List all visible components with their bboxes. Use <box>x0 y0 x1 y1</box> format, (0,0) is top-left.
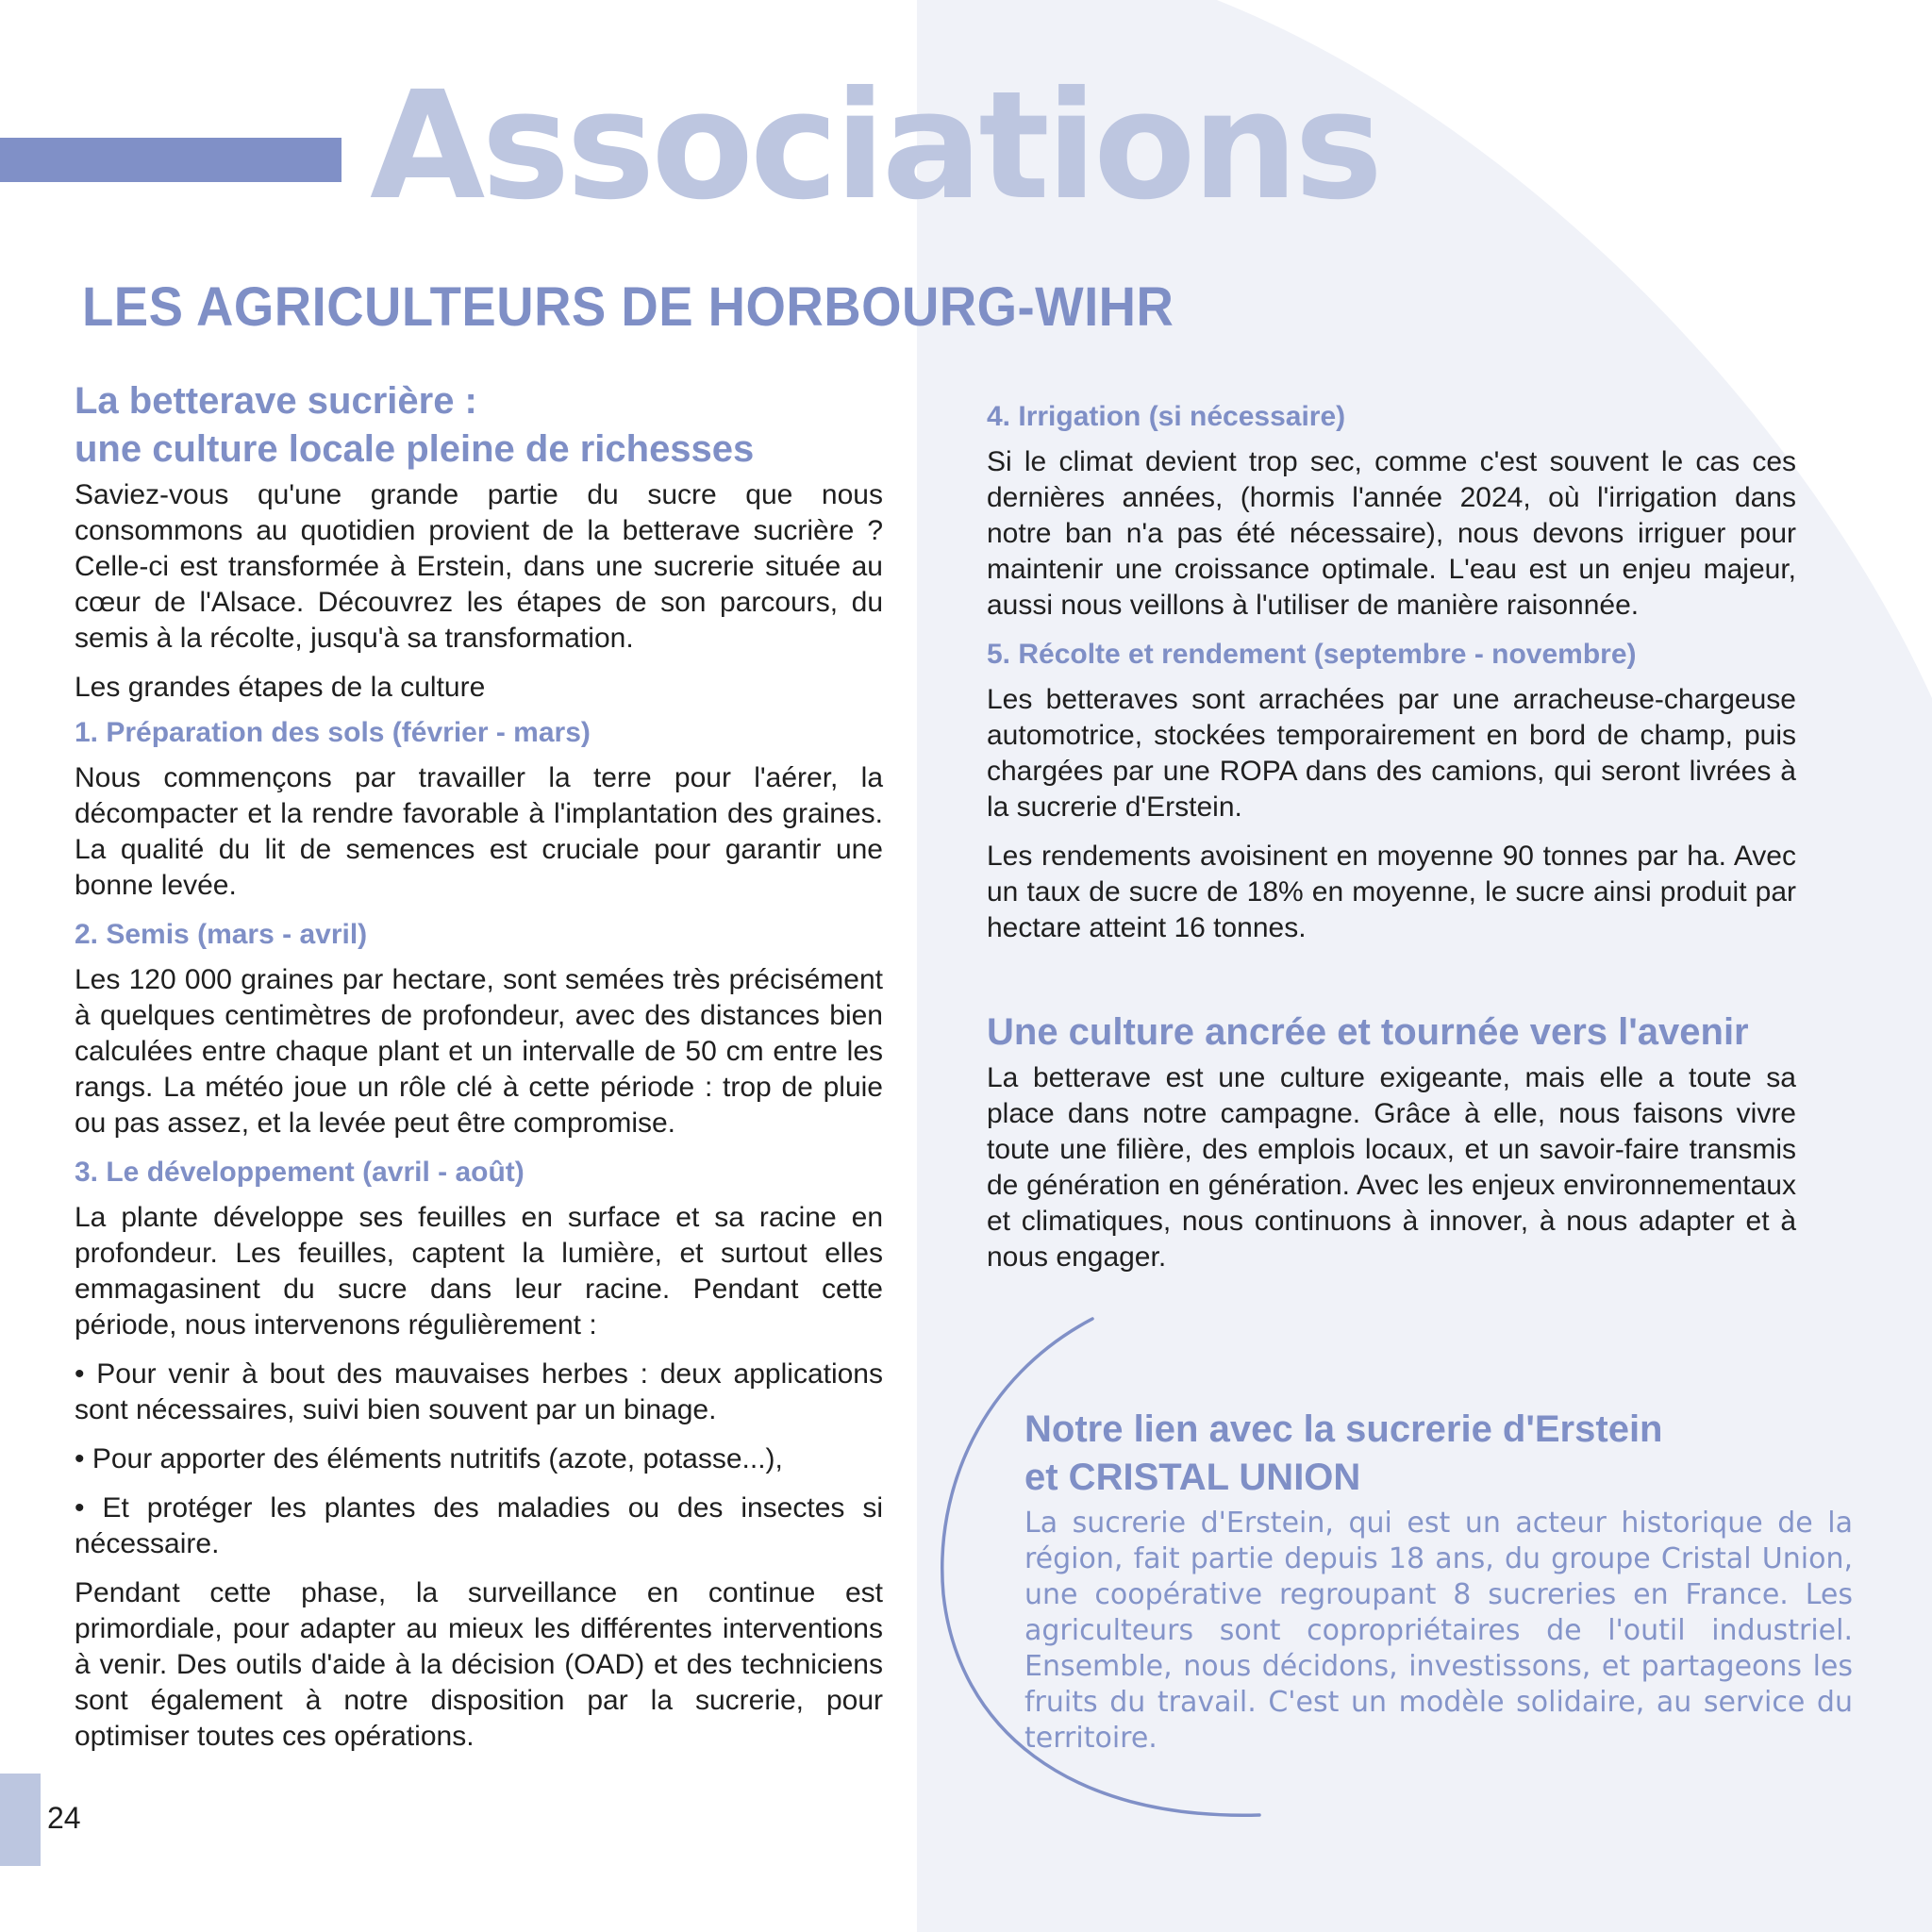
callout-heading <box>1024 1406 1853 1502</box>
step1-text: Nous commençons par travailler la terre pour l'aérer, la décompacter et la rendre favorable à l'implantation des graines. La qualité du lit de semences est cruciale pour garantir une bonne levée. <box>75 762 883 901</box>
step3-bullet-nutrients: • Pour apporter des éléments nutritifs (azote, potasse...), <box>75 1443 783 1474</box>
callout-heading-line2: et CRISTAL UNION <box>1024 1457 1361 1498</box>
steps-intro: Les grandes étapes de la culture <box>75 672 486 703</box>
step3-bullet-weeds: • Pour venir à bout des mauvaises herbes : deux applications sont nécessaires, suivi bien souvent par un binage. <box>75 1358 883 1425</box>
main-heading-line2: une culture locale pleine de richesses <box>75 428 755 470</box>
step1-title: 1. Préparation des sols (février - mars) <box>75 717 591 748</box>
step4-title: 4. Irrigation (si nécessaire) <box>987 401 1346 432</box>
page-title: Associations <box>370 59 1380 233</box>
step3-text: La plante développe ses feuilles en surface et sa racine en profondeur. Les feuilles, captent la lumière, et surtout elles emmagasinent du sucre dans leur racine. Pendant cette période, nous intervenons régulièrement : <box>75 1202 883 1341</box>
step5-yield-text: Les rendements avoisinent en moyenne 90 tonnes par ha. Avec un taux de sucre de 18% en moyenne, le sucre ainsi produit par hectare atteint 16 tonnes. <box>987 841 1796 943</box>
cristal-union-callout <box>1024 1406 1853 1770</box>
callout-text: La sucrerie d'Erstein, qui est un acteur historique de la région, fait partie depuis 18 ans, du groupe Cristal Union, une coopérative regroupant 8 sucreries en France. Les agriculteurs sont copropriétaires de l'outil industriel. Ensemble, nous décidons, investissons, et partageons les fruits du travail. C'est un modèle solidaire, au service du territoire. <box>1024 1507 1853 1755</box>
step3-closing: Pendant cette phase, la surveillance en continue est primordiale, pour adapter au mieux les différentes interventions à venir. Des outils d'aide à la décision (OAD) et des techniciens sont également à notre disposition par la sucrerie, pour optimiser toutes ces opérations. <box>75 1577 883 1752</box>
step3-title: 3. Le développement (avril - août) <box>75 1157 525 1188</box>
future-text: La betterave est une culture exigeante, mais elle a toute sa place dans notre campagne. Grâce à elle, nous faisons vivre toute une filière, des emplois locaux, et un savoir-faire transmis de génération en génération. Avec les enjeux environnementaux et climatiques, nous continuons à innover, à nous adapter et à nous engager. <box>987 1062 1796 1273</box>
step4-text: Si le climat devient trop sec, comme c'est souvent le cas ces dernières années, (hormis l'année 2024, où l'irrigation dans notre ban n'a pas été nécessaire), nous devons irriguer pour maintenir une croissance optimale. L'eau est un enjeu majeur, aussi nous veillons à l'utiliser de manière raisonnée. <box>987 446 1796 621</box>
section-subtitle: LES AGRICULTEURS DE HORBOURG-WIHR <box>82 276 1174 338</box>
page-tab-marker <box>0 1774 41 1866</box>
step5-title: 5. Récolte et rendement (septembre - novembre) <box>987 639 1637 670</box>
callout-heading-line1: Notre lien avec la sucrerie d'Erstein <box>1024 1408 1663 1450</box>
future-heading: Une culture ancrée et tournée vers l'avenir <box>987 1011 1749 1053</box>
step2-text: Les 120 000 graines par hectare, sont semées très précisément à quelques centimètres de profondeur, avec des distances bien calculées entre chaque plant et un intervalle de 50 cm entre les rangs. La météo joue un rôle clé à cette période : trop de pluie ou pas assez, et la levée peut être compromise. <box>75 964 883 1139</box>
intro-paragraph: Saviez-vous qu'une grande partie du sucre que nous consommons au quotidien provient de la betterave sucrière ? Celle-ci est transformée à Erstein, dans une sucrerie située au cœur de l'Alsace. Découvrez les étapes de son parcours, du semis à la récolte, jusqu'à sa transformation. <box>75 479 883 654</box>
page-number: 24 <box>47 1801 81 1835</box>
title-accent-bar <box>0 138 341 182</box>
main-heading-line1: La betterave sucrière : <box>75 380 477 422</box>
step2-title: 2. Semis (mars - avril) <box>75 919 368 950</box>
right-column <box>987 399 1796 1289</box>
step3-bullet-protection: • Et protéger les plantes des maladies ou des insectes si nécessaire. <box>75 1492 883 1559</box>
main-heading <box>75 377 883 474</box>
left-column <box>75 377 883 1768</box>
step5-text: Les betteraves sont arrachées par une arracheuse-chargeuse automotrice, stockées temporairement en bord de champ, puis chargées par une ROPA dans des camions, qui seront livrées à la sucrerie d'Erstein. <box>987 684 1796 823</box>
